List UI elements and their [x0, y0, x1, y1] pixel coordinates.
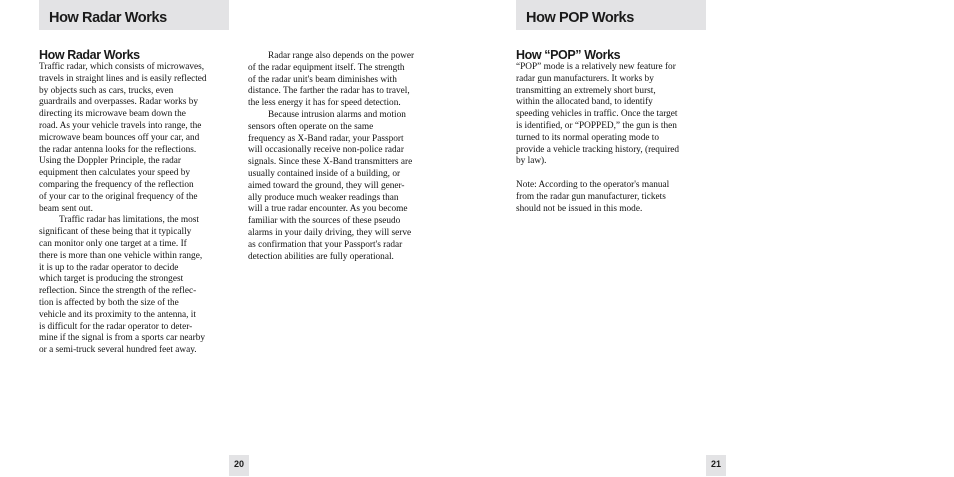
right-column — [516, 62, 679, 215]
text-line: from the radar gun manufacturer, tickets — [516, 191, 666, 202]
text-line: comparing the frequency of the reflection — [39, 179, 194, 190]
text-line: Because intrusion alarms and motion — [268, 109, 406, 120]
text-line: there is more than one vehicle within range, — [39, 250, 203, 261]
text-line: can monitor only one target at a time. If — [39, 238, 187, 249]
text-line: beam sent out. — [39, 203, 93, 214]
text-line: Traffic radar, which consists of microwaves, — [39, 62, 205, 72]
text-line: radar gun manufacturers. It works by — [516, 73, 654, 84]
text-line: is difficult for the radar operator to deter- — [39, 321, 193, 332]
text-line: or a semi-truck several hundred feet away. — [39, 345, 197, 356]
text-line: road. As your vehicle travels into range, the — [39, 120, 202, 131]
left-subheading: How Radar Works — [39, 48, 140, 62]
text-line: Note: According to the operator's manual — [516, 179, 670, 190]
left-column-2 — [248, 51, 414, 263]
text-line: frequency as X-Band radar, your Passport — [248, 133, 404, 144]
text-line: Using the Doppler Principle, the radar — [39, 156, 181, 167]
text-line: of the radar unit's beam diminishes with — [248, 74, 397, 85]
left-page-header: How Radar Works — [39, 0, 229, 30]
right-page-header: How POP Works — [516, 0, 706, 30]
text-line: alarms in your daily driving, they will serve — [248, 227, 412, 238]
text-line: detection abilities are fully operational. — [248, 251, 394, 262]
text-line: within the allocated band, to identify — [516, 97, 653, 108]
text-line: Traffic radar has limitations, the most — [59, 215, 199, 226]
text-line: transmitting an extremely short burst, — [516, 85, 656, 96]
text-line: guardrails and overpasses. Radar works by — [39, 97, 199, 108]
text-line: the radar antenna looks for the reflections. — [39, 144, 197, 155]
text-line: speeding vehicles in traffic. Once the target — [516, 109, 678, 120]
text-line: Radar range also depends on the power — [268, 51, 415, 61]
text-line: of the radar equipment itself. The strength — [248, 62, 405, 73]
text-line: microwave beam bounces off your car, and — [39, 132, 200, 143]
text-line: sensors often operate on the same — [248, 121, 374, 132]
left-column-1 — [39, 62, 207, 357]
paragraph-gap — [516, 168, 679, 180]
text-line: it is up to the radar operator to decide — [39, 262, 179, 273]
text-line: aimed toward the ground, they will gener- — [248, 180, 405, 191]
text-line: directing its microwave beam down the — [39, 109, 186, 120]
text-line: vehicle and its proximity to the antenna, it — [39, 309, 196, 320]
text-line: turned to its normal operating mode to — [516, 132, 660, 143]
text-line: “POP” mode is a relatively new feature for — [516, 62, 676, 72]
text-line: mine if the signal is from a sports car nearby — [39, 333, 206, 344]
text-line: travels in straight lines and is easily reflected — [39, 73, 207, 84]
text-line: equipment then calculates your speed by — [39, 168, 191, 179]
text-line: reflection. Since the strength of the reflec- — [39, 286, 197, 297]
text-line: provide a vehicle tracking history, (required — [516, 144, 680, 155]
text-line: tion is affected by both the size of the — [39, 297, 179, 308]
text-line: should not be issued in this mode. — [516, 203, 643, 214]
text-line: will a true radar encounter. As you become — [248, 204, 408, 215]
text-line: by law). — [516, 156, 547, 167]
page-number-left: 20 — [229, 455, 249, 476]
text-line: by objects such as cars, trucks, even — [39, 85, 174, 96]
text-line: which target is producing the strongest — [39, 274, 184, 285]
text-line: significant of these being that it typically — [39, 227, 192, 238]
text-line: signals. Since these X-Band transmitters are — [248, 157, 413, 168]
text-line: will occasionally receive non-police radar — [248, 145, 404, 156]
text-line: familiar with the sources of these pseudo — [248, 216, 401, 227]
text-line: the less energy it has for speed detection. — [248, 98, 401, 109]
text-line: ally produce much weaker readings than — [248, 192, 399, 203]
text-line: of your car to the original frequency of the — [39, 191, 198, 202]
text-line: distance. The farther the radar has to travel, — [248, 86, 410, 97]
text-line: usually contained inside of a building, or — [248, 168, 401, 179]
right-subheading: How “POP” Works — [516, 48, 621, 62]
page-number-right: 21 — [706, 455, 726, 476]
text-line: is identified, or “POPPED,” the gun is then — [516, 120, 677, 131]
text-line: as confirmation that your Passport's radar — [248, 239, 403, 250]
